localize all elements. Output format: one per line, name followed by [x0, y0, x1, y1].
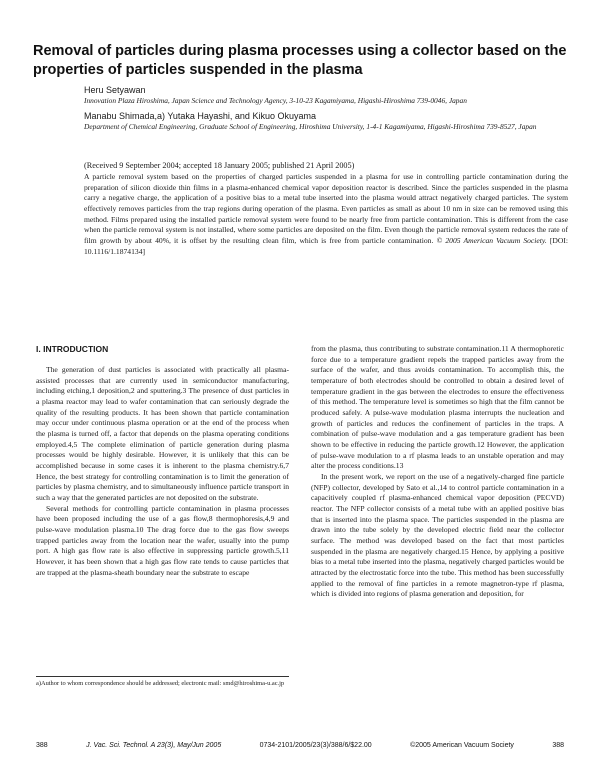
abstract-text: A particle removal system based on the properties of charged particles suspended in a plasma for use in controlling particle contamination during the preparation of silicon dioxide thin films in a plasma-enhanced chemical vapor deposition reactor is described. Since the particles suspended in the plasma carry a negative charge, the application of a positive bias to a metal tube inserted into the plasma would attract negatively charged particles. The system effectively removes particles from the trap regions during operation of the plasma. Even particles as small as about 10 nm in size can be removed using this method. Films prepared using the installed particle removal system were found to be nearly free from particle contamination. This is different from the case when the particle removal system is not installed, where some particles are deposited on the film. Even though the particle removal system reduces the rate of film growth by about 40%, it is offset by the resulting clean film, which is free from particle contamination.: [84, 172, 568, 245]
footer-page-left: 388: [36, 742, 48, 749]
footer-society: ©2005 American Vacuum Society: [410, 742, 514, 749]
left-column: [36, 344, 289, 578]
author-affiliation: Department of Chemical Engineering, Graduate School of Engineering, Hiroshima University, 1-4-1 Kagamiyama, Higashi-Hiroshima 739-8527, Japan: [84, 122, 537, 131]
author-block-1: [84, 84, 564, 106]
intro-paragraph-2: Several methods for controlling particle contamination in plasma processes have been proposed including the use of a gas flow,8 thermophoresis,4,9 and pulse-wave modulation plasma.10 The drag force due to the gas flow sweeps trapped particles away from the location near the wafer, usually into the pump port. A high gas flow rate is also effective in suppressing particle growth.5,11 However, it has been shown that a high gas flow rate tends to cause particles that are trapped at the plasma-sheath boundary near the substrate to escape: [36, 503, 289, 577]
abstract: [84, 172, 568, 257]
section-heading: I. INTRODUCTION: [36, 344, 109, 354]
page-footer: [36, 742, 564, 749]
footer-codes: 0734-2101/2005/23(3)/388/6/$22.00: [259, 742, 372, 749]
author-name: Heru Setyawan: [84, 85, 146, 95]
intro-paragraph-4: In the present work, we report on the use of a negatively-charged fine particle (NFP) collector, developed by Sato et al.,14 to control particle contamination in a capacitively coupled rf plasma-enhanced chemical vapor deposition (PECVD) reactor. The NFP collector consists of a metal tube with an applied positive bias that is inserted into the plasma space. The particles suspended in the plasma are drawn into the tube solely by the developed electric field near the collector surface. The method was developed based on the fact that most particles suspended in the plasma are negatively charged.15 Hence, by applying a positive bias to a metal tube inserted into the plasma, negatively charged particles would be attracted by the electrostatic force into the tube. This method has been successfully applied to the removal of fine particles in a remote magnetron-type rf plasma, which is divided into regions of plasma generation and deposition, for: [311, 472, 564, 599]
author-block-2: [84, 110, 564, 132]
footnote: a)Author to whom correspondence should be addressed; electronic mail: smd@hiroshima-u.ac.jp: [36, 676, 289, 689]
received-dates: (Received 9 September 2004; accepted 18 January 2005; published 21 April 2005): [84, 161, 355, 170]
paper-title: Removal of particles during plasma processes using a collector based on the properties of particles suspended in the plasma: [33, 43, 567, 78]
abstract-copyright: © 2005 American Vacuum Society.: [436, 235, 547, 245]
footer-page-right: 388: [552, 742, 564, 749]
intro-paragraph-1: The generation of dust particles is associated with practically all plasma-assisted processes that are currently used in semiconductor manufacturing, including etching,1 deposition,2 and sputtering.3 The presence of dust particles in a plasma reactor may lead to wafer contamination that can seriously degrade the quality of the resulting products. It has been shown that particle contamination may occur under continuous plasma operation or at the end of the process when the plasma is turned off, a factor that depends on the plasma operating conditions employed.4,5 The complete elimination of particle generation during plasma processes would be highly desirable. However, it is unlikely that this can be accomplished because in some cases it is inherent to the plasma chemistry.6,7 Hence, the best strategy for controlling contamination is to limit the generation of particles by plasma chemistry, and to simultaneously influence particle transport in such a way that the generated particles are not deposited on the substrate.: [36, 365, 289, 503]
intro-paragraph-3: from the plasma, thus contributing to substrate contamination.11 A thermophoretic force due to a temperature gradient repels the trapped particles away from the surface of the wafer, and thus avoids contamination. To accomplish this, the temperature of both electrodes should be controlled to obtain a desired level of temperature gradient in the gas between the electrodes to ensure the effectiveness of this method. The temperature level is sometimes so high that the film cannot be produced safely. A pulse-wave modulation plasma interrupts the nucleation and growth of particles and reduces the confinement of particles in the traps. A combination of pulse-wave modulation and a gas temperature gradient has been shown to be effective in reducing the particle growth.12 However, the application of pulse-wave modulation to a rf plasma leads to an unstable operation and may alter the process conditions.13: [311, 344, 564, 471]
right-column: [311, 344, 564, 600]
footer-journal: J. Vac. Sci. Technol. A 23(3), May/Jun 2005: [86, 742, 222, 749]
author-affiliation: Innovation Plaza Hiroshima, Japan Science and Technology Agency, 3-10-23 Kagamiyama, Higashi-Hiroshima 739-0046, Japan: [84, 96, 467, 105]
author-list: [84, 84, 564, 136]
abstract-doi: [DOI: 10.1116/1.1874134]: [84, 235, 568, 256]
author-name: Manabu Shimada,a) Yutaka Hayashi, and Kikuo Okuyama: [84, 111, 316, 121]
